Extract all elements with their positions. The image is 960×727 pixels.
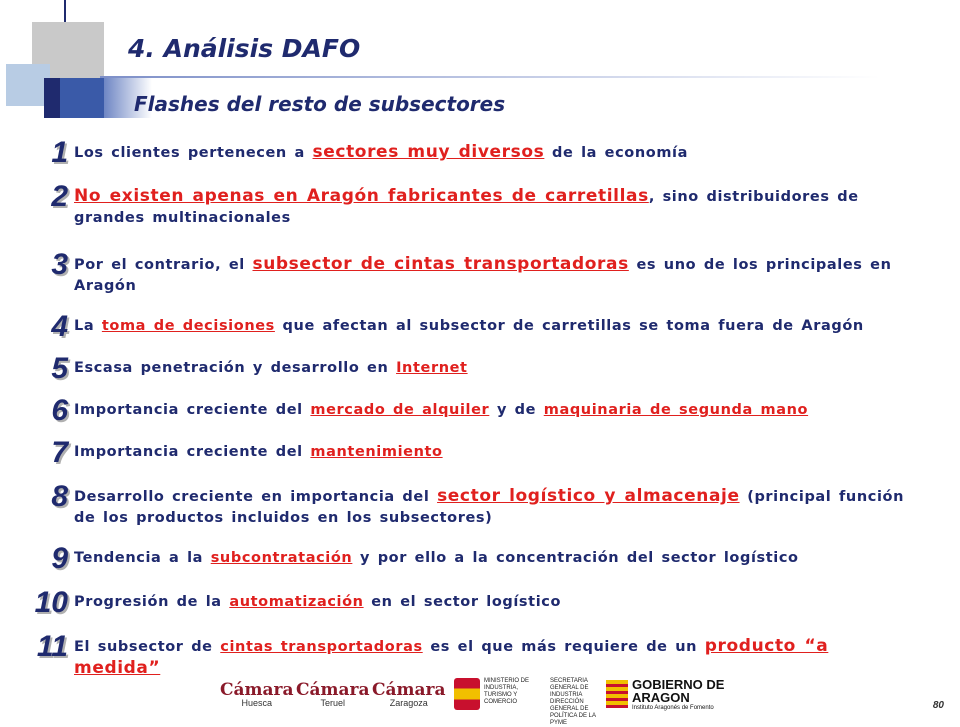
aragon-flag-icon [606,680,628,708]
highlight: subcontratación [210,550,353,566]
highlight: mercado de alquiler [310,402,490,418]
item-number: 4 [51,310,68,343]
highlight: sector logístico y almacenaje [437,486,740,506]
item-text: Desarrollo creciente en importancia del sector logístico y almacenaje (principal función de los productos incluidos en los subsectores) [74,486,905,526]
gobierno-aragon-logo: GOBIERNO DE ARAGON Instituto Aragonés de Fomento [632,677,725,711]
item-text: Por el contrario, el subsector de cintas transportadoras es uno de los principales en Aragón [74,254,892,294]
spain-shield-icon [454,678,480,710]
page-subtitle: Flashes del resto de subsectores [134,92,506,116]
highlight: maquinaria de segunda mano [543,402,809,418]
highlight: toma de decisiones [101,318,275,334]
item-text: El subsector de cintas transportadoras es el que más requiere de un producto “a medida” [74,636,829,678]
item-text: Escasa penetración y desarrollo en Internet [74,360,468,376]
item-number: 6 [51,394,68,427]
item-number: 8 [51,480,68,513]
secretaria-label: SECRETARIA GENERAL DE INDUSTRIA DIRECCIÓN GENERAL DE POLÍTICA DE LA PYME [550,678,596,726]
item-text: Los clientes pertenecen a sectores muy diversos de la economía [74,142,689,162]
item-text: La toma de decisiones que afectan al subsector de carretillas se toma fuera de Aragón [74,318,864,334]
header-underline [100,76,880,78]
camara-teruel-logo: Cámara Teruel [296,680,370,708]
camara-huesca-logo: Cámara Huesca [220,680,294,708]
highlight: sectores muy diversos [312,142,545,162]
page-title: 4. Análisis DAFO [128,34,361,63]
highlight: automatización [229,594,364,610]
item-number: 1 [51,136,68,169]
footer-logos [220,676,740,726]
highlight: cintas transportadoras [220,639,423,655]
header-navy-bar [44,78,60,118]
highlight: producto “a medida” [74,636,829,678]
highlight: mantenimiento [310,444,443,460]
item-number: 7 [51,436,68,469]
item-text: Progresión de la automatización en el sector logístico [74,594,562,610]
highlight: subsector de cintas transportadoras [252,254,629,274]
item-number: 2 [51,180,68,213]
item-text: Importancia creciente del mercado de alquiler y de maquinaria de segunda mano [74,402,809,418]
camara-zaragoza-logo: Cámara Zaragoza [372,680,446,708]
item-number: 5 [51,352,68,385]
item-text: Importancia creciente del mantenimiento [74,444,443,460]
item-text: No existen apenas en Aragón fabricantes de carretillas, sino distribuidores de grandes multinacionales [74,186,859,226]
ministerio-label: MINISTERIO DE INDUSTRIA, TURISMO Y COMERCIO [484,678,530,705]
page-number: 80 [932,700,944,711]
highlight: Internet [396,360,468,376]
header-blue-block [60,78,108,118]
item-number: 11 [36,630,68,663]
highlight: No existen apenas en Aragón fabricantes de carretillas [74,186,649,206]
item-number: 9 [51,542,68,575]
item-number: 10 [34,586,68,619]
item-text: Tendencia a la subcontratación y por ello a la concentración del sector logístico [74,550,799,566]
item-number: 3 [51,248,68,281]
